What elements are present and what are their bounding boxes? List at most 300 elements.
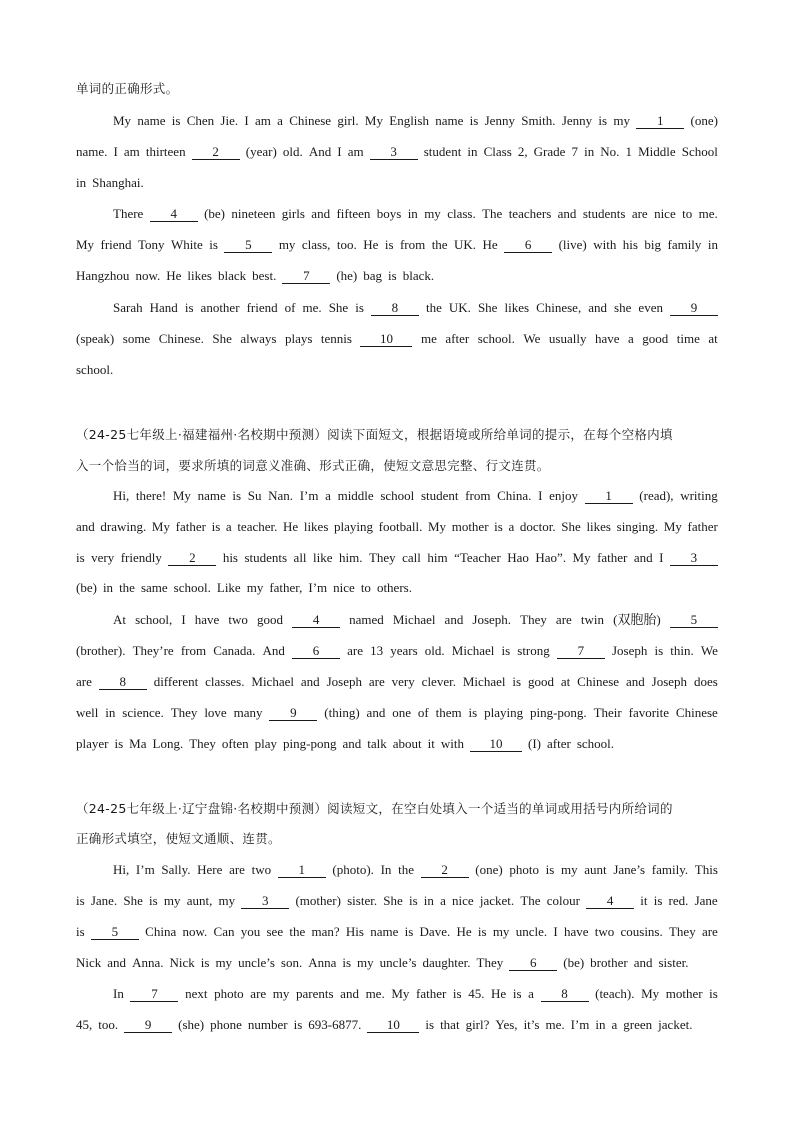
passage-word: best. [252, 268, 277, 283]
passage-word: (he) [336, 268, 358, 283]
passage-word: Hi, [113, 862, 130, 877]
passage-word: to [360, 580, 371, 595]
passage-word: boys [376, 206, 402, 221]
passage-line [76, 235, 718, 255]
passage-word: in [707, 237, 718, 252]
passage-word: his [222, 550, 238, 565]
passage-word: is [494, 519, 503, 534]
passage-word: I [181, 612, 186, 627]
passage-word: And [262, 643, 285, 658]
passage-word: fifteen [336, 206, 371, 221]
passage-word: me [420, 331, 437, 346]
passage-word: my [215, 955, 233, 970]
passage-word: China. [497, 488, 532, 503]
passage-word: football. [378, 519, 423, 534]
passage-word: is [76, 550, 85, 565]
answer-blank-4[interactable]: 4 [292, 613, 340, 628]
passage-word: My [428, 519, 447, 534]
passage-word: love [204, 705, 227, 720]
passage-word: is [477, 924, 487, 939]
passage-word: My [572, 550, 591, 565]
passage-word: likes [187, 268, 212, 283]
passage-word: My [641, 986, 660, 1001]
passage-word: playing [334, 519, 374, 534]
passage-word: (year) [245, 144, 277, 159]
passage-word: family. [651, 862, 689, 877]
passage-line [113, 860, 718, 880]
passage-word: years [390, 643, 418, 658]
answer-blank-6[interactable]: 6 [504, 238, 552, 253]
passage-word: a [225, 519, 232, 534]
answer-blank-10[interactable]: 10 [470, 737, 522, 752]
passage-word: Canada. [213, 643, 256, 658]
passage-word: man? [311, 924, 340, 939]
passage-word: photo [214, 986, 244, 1001]
passage-word: Can [213, 924, 235, 939]
passage-word: aunt [584, 862, 607, 877]
passage-word: father [597, 550, 628, 565]
passage-word: is [76, 924, 85, 939]
passage-word: She [383, 893, 403, 908]
answer-blank-3[interactable]: 3 [370, 145, 418, 160]
passage-word: English [389, 113, 429, 128]
answer-blank-9[interactable]: 9 [269, 706, 317, 721]
passage-word: He [166, 268, 182, 283]
passage-word: is [408, 893, 418, 908]
passage-word: parents [296, 986, 334, 1001]
passage-word: He [363, 237, 379, 252]
passage-word: two [228, 612, 248, 627]
passage-word: teacher. [237, 519, 278, 534]
passage-word: the [398, 862, 414, 877]
passage-word: after [547, 736, 571, 751]
passage-word: My [391, 986, 410, 1001]
answer-blank-9[interactable]: 9 [670, 301, 718, 316]
passage-word: 2, [517, 144, 528, 159]
passage-word: We [700, 643, 718, 658]
passage-word: am [347, 144, 364, 159]
answer-blank-2[interactable]: 2 [421, 863, 469, 878]
passage-word: I [538, 488, 543, 503]
passage-word: uncle’s [379, 955, 417, 970]
passage-word: in [105, 705, 116, 720]
passage-word: The [520, 893, 541, 908]
passage-word: Sally. [161, 862, 191, 877]
answer-blank-3[interactable]: 3 [241, 894, 289, 909]
passage-word: it’s [523, 1017, 540, 1032]
passage-word: a [628, 331, 634, 346]
answer-blank-1[interactable]: 1 [278, 863, 326, 878]
passage-word: mother [665, 986, 703, 1001]
passage-word: is [211, 519, 221, 534]
passage-word: two [594, 924, 615, 939]
passage-word: Michael [451, 643, 495, 658]
passage-word: name [197, 488, 226, 503]
passage-word: nice [654, 206, 676, 221]
passage-word: now. [182, 924, 208, 939]
passage-line [113, 984, 718, 1004]
instruction-text: 正确形式填空，使短文通顺、连贯。 [76, 831, 281, 846]
passage-word: I [553, 924, 558, 939]
passage-word: Jane’s [613, 862, 646, 877]
passage-word: They [668, 924, 696, 939]
passage-word: girl? [465, 1017, 490, 1032]
passage-word: does [693, 674, 718, 689]
passage-word: girl. [337, 113, 359, 128]
passage-word: at [560, 674, 571, 689]
passage-word: too. [98, 1017, 119, 1032]
passage-word: Chen [186, 113, 215, 128]
passage-word: nineteen [231, 206, 276, 221]
passage-word: Jie. [220, 113, 239, 128]
passage-word: Joseph [651, 674, 688, 689]
passage-word: She [561, 519, 581, 534]
answer-blank-10[interactable]: 10 [360, 332, 412, 347]
passage-line [76, 641, 718, 661]
passage-word: Jane [694, 893, 718, 908]
passage-word: and [633, 550, 653, 565]
answer-blank-6[interactable]: 6 [292, 644, 340, 659]
passage-word: plays [284, 331, 313, 346]
passage-word: girls [281, 206, 305, 221]
passage-word: friendly [120, 550, 162, 565]
passage-line [76, 953, 718, 973]
passage-line [76, 578, 718, 598]
passage-word: 693-6877. [308, 1017, 362, 1032]
answer-blank-7[interactable]: 7 [557, 644, 605, 659]
passage-line [113, 204, 718, 224]
answer-blank-4[interactable]: 4 [150, 207, 198, 222]
passage-word: UK. [454, 237, 477, 252]
passage-word: at [708, 331, 718, 346]
passage-word: name [137, 113, 166, 128]
passage-word: in [423, 893, 434, 908]
passage-word: I [244, 113, 249, 128]
passage-word: colour [546, 893, 580, 908]
passage-word: Joseph [326, 674, 362, 689]
passage-word: Joseph. [472, 612, 512, 627]
passage-word: is [709, 986, 718, 1001]
passage-word: are [631, 206, 648, 221]
passage-word: is [468, 705, 478, 720]
passage-word: after [445, 331, 470, 346]
passage-word: Class [483, 144, 512, 159]
passage-word: his [622, 237, 638, 252]
passage-word: uncle’s [238, 955, 275, 970]
passage-word: (be) [563, 955, 585, 970]
passage-word: good [642, 331, 669, 346]
passage-line [76, 672, 718, 692]
passage-word: Hand [149, 300, 178, 315]
passage-word: thin. [670, 643, 694, 658]
passage-word: very [391, 674, 415, 689]
passage-line [113, 111, 718, 131]
answer-blank-1[interactable]: 1 [636, 114, 684, 129]
passage-word: (brother). [76, 643, 126, 658]
passage-word: Here [197, 862, 223, 877]
passage-word: there! [135, 488, 167, 503]
passage-word: and [557, 206, 577, 221]
passage-word: I’m [308, 580, 328, 595]
passage-word: my [163, 893, 181, 908]
passage-word: They [476, 955, 504, 970]
passage-word: the [431, 237, 448, 252]
passage-word: Hao”. [535, 550, 567, 565]
passage-line [76, 173, 718, 193]
passage-word: enjoy [549, 488, 578, 503]
passage-word: aunt, [186, 893, 213, 908]
passage-word: students [582, 206, 626, 221]
passage-word: (live) [558, 237, 587, 252]
passage-word: is [209, 237, 218, 252]
passage-word: mother [451, 519, 489, 534]
passage-word: you [240, 924, 261, 939]
passage-word: White [171, 237, 203, 252]
passage-word: call [402, 550, 421, 565]
passage-word: clever. [421, 674, 456, 689]
passage-word: is [425, 1017, 435, 1032]
passage-word: The [482, 206, 503, 221]
passage-word: They’re [132, 643, 174, 658]
passage-word: very [91, 550, 115, 565]
passage-word: always [240, 331, 277, 346]
passage-word: in [595, 1017, 606, 1032]
passage-word: doctor. [519, 519, 556, 534]
passage-word: Tony [138, 237, 165, 252]
passage-word: 7 [571, 144, 579, 159]
passage-word: is [469, 113, 479, 128]
passage-word: He [456, 924, 472, 939]
passage-word: my [278, 237, 296, 252]
answer-blank-5[interactable]: 5 [670, 613, 718, 628]
passage-word: Chinese. [158, 331, 204, 346]
passage-word: number [247, 1017, 288, 1032]
passage-word: China [145, 924, 177, 939]
passage-word: There [113, 206, 144, 221]
passage-word: name [370, 924, 399, 939]
passage-word: science. [122, 705, 164, 720]
passage-word: a [528, 986, 534, 1001]
passage-word: This [694, 862, 718, 877]
section2-instruction-line1 [76, 425, 718, 445]
passage-word: about [392, 736, 422, 751]
passage-word: have [563, 924, 589, 939]
passage-word: nice [333, 580, 355, 595]
passage-word: Chinese [675, 705, 718, 720]
passage-line [76, 1015, 718, 1035]
passage-word: in [76, 175, 87, 190]
passage-word: Hi, [113, 488, 130, 503]
passage-word: middle [337, 488, 374, 503]
passage-word: Middle [638, 144, 676, 159]
passage-word: likes [303, 519, 329, 534]
passage-word: father [687, 519, 718, 534]
passage-word: photo [509, 862, 540, 877]
passage-word: (I) [528, 736, 542, 751]
passage-word: named [349, 612, 384, 627]
passage-word: is [114, 736, 124, 751]
answer-blank-1[interactable]: 1 [585, 489, 633, 504]
passage-word: 45, [76, 1017, 93, 1032]
passage-word: family [667, 237, 702, 252]
passage-word: good [256, 612, 283, 627]
passage-line [76, 266, 718, 286]
answer-blank-4[interactable]: 4 [586, 894, 634, 909]
passage-word: Jenny [484, 113, 515, 128]
passage-word: jacket. [479, 893, 515, 908]
passage-word: I’m [135, 862, 155, 877]
passage-word: and [311, 206, 331, 221]
passage-word: in [467, 144, 478, 159]
passage-word: Chinese [289, 113, 332, 128]
passage-word: Michael [392, 612, 436, 627]
passage-word: My [364, 113, 383, 128]
passage-line [76, 922, 718, 942]
passage-word: is [76, 893, 85, 908]
answer-blank-2[interactable]: 2 [168, 551, 216, 566]
answer-blank-7[interactable]: 7 [130, 987, 178, 1002]
passage-word: They [368, 550, 396, 565]
passage-word: friend [246, 300, 278, 315]
passage-word: His [345, 924, 364, 939]
section1-instruction-tail [76, 79, 718, 99]
passage-word: another [200, 300, 240, 315]
answer-blank-9[interactable]: 9 [124, 1018, 172, 1033]
passage-word: is [232, 488, 242, 503]
passage-word: Michael [462, 674, 506, 689]
answer-blank-6[interactable]: 6 [509, 956, 557, 971]
passage-word: others. [376, 580, 412, 595]
passage-word: Dave. [419, 924, 451, 939]
passage-word: school. [576, 736, 615, 751]
passage-word: strong [517, 643, 550, 658]
passage-word: is [384, 237, 394, 252]
passage-word: Chinese, [536, 300, 582, 315]
passage-word: am [123, 144, 140, 159]
passage-word: likes [586, 519, 611, 534]
answer-blank-8[interactable]: 8 [371, 301, 419, 316]
passage-word: My [172, 488, 191, 503]
passage-word: me. [365, 986, 385, 1001]
answer-blank-7[interactable]: 7 [282, 269, 330, 284]
passage-word: 45. [468, 986, 485, 1001]
passage-word: is [653, 893, 663, 908]
passage-word: too. [336, 237, 357, 252]
answer-blank-2[interactable]: 2 [192, 145, 240, 160]
answer-blank-5[interactable]: 5 [91, 925, 139, 940]
passage-word: I [337, 144, 342, 159]
answer-blank-5[interactable]: 5 [224, 238, 272, 253]
passage-word: and [588, 300, 608, 315]
passage-word: talk [367, 736, 387, 751]
passage-word: (teach). [595, 986, 635, 1001]
passage-word: (photo). [332, 862, 374, 877]
passage-word: name. [76, 144, 108, 159]
passage-word: I’m [299, 488, 319, 503]
passage-word: father [415, 986, 447, 1001]
passage-word: 1 [625, 144, 633, 159]
passage-word: two [251, 862, 272, 877]
passage-line [76, 891, 718, 911]
passage-word: (read), [639, 488, 674, 503]
passage-word: (she) [178, 1017, 205, 1032]
passage-word: class. [447, 206, 476, 221]
passage-word: father [175, 519, 206, 534]
section2-instruction-line2 [76, 456, 718, 476]
passage-word: from [399, 237, 426, 252]
passage-word: is [355, 300, 364, 315]
passage-word: and [444, 612, 464, 627]
passage-word: “Teacher [454, 550, 501, 565]
passage-word: are [701, 924, 718, 939]
passage-word: is [654, 643, 664, 658]
answer-blank-8[interactable]: 8 [99, 675, 147, 690]
passage-word: my [613, 113, 630, 128]
passage-word: They [520, 612, 547, 627]
passage-word: is [512, 986, 522, 1001]
passage-word: school. [76, 362, 114, 377]
passage-word: often [221, 736, 249, 751]
passage-word: student [420, 488, 459, 503]
passage-word: (双胞胎) [613, 612, 661, 627]
passage-word: is [149, 893, 158, 908]
passage-word: phone [210, 1017, 242, 1032]
passage-word: a [611, 1017, 618, 1032]
passage-word: black. [402, 268, 435, 283]
passage-word: me. [698, 206, 718, 221]
instruction-text: （24-25七年级上·福建福州·名校期中预测）阅读下面短文，根据语境或所给单词的提示，在每个空格内填 [76, 427, 673, 442]
passage-word: like [313, 550, 333, 565]
answer-blank-8[interactable]: 8 [541, 987, 589, 1002]
passage-word: (one) [690, 113, 718, 128]
passage-word: (speak) [76, 331, 115, 346]
passage-word: My [663, 519, 682, 534]
passage-word: and [366, 705, 386, 720]
passage-word: black [217, 268, 247, 283]
answer-blank-3[interactable]: 3 [670, 551, 718, 566]
passage-word: At [113, 612, 126, 627]
passage-word: playing [484, 705, 524, 720]
passage-word: same [140, 580, 168, 595]
passage-word: Jane. [90, 893, 118, 908]
passage-word: Long. [152, 736, 184, 751]
passage-word: am [254, 113, 271, 128]
passage-line [76, 360, 718, 380]
passage-word: nice [452, 893, 474, 908]
passage-word: Anna [308, 955, 337, 970]
answer-blank-10[interactable]: 10 [367, 1018, 419, 1033]
passage-word: now. [135, 268, 161, 283]
passage-word: see [266, 924, 284, 939]
passage-word: Joseph [611, 643, 648, 658]
passage-word: writing [680, 488, 718, 503]
passage-word: Smith. [521, 113, 556, 128]
passage-word: and [107, 955, 127, 970]
passage-word: Yes, [495, 1017, 518, 1032]
passage-word: (be) [76, 580, 97, 595]
passage-word: are [555, 612, 572, 627]
passage-word: And [308, 144, 332, 159]
passage-word: in [102, 580, 114, 595]
passage-word: are [229, 862, 245, 877]
passage-word: uncle. [515, 924, 548, 939]
passage-word: friend [100, 237, 132, 252]
passage-word: is [404, 924, 414, 939]
passage-word: school. [477, 331, 515, 346]
instruction-text: 入一个恰当的词，要求所填的词意义准确、形式正确，使短文意思完整、行文连贯。 [76, 458, 550, 473]
passage-word: are [76, 674, 92, 689]
passage-word: school. [173, 580, 211, 595]
